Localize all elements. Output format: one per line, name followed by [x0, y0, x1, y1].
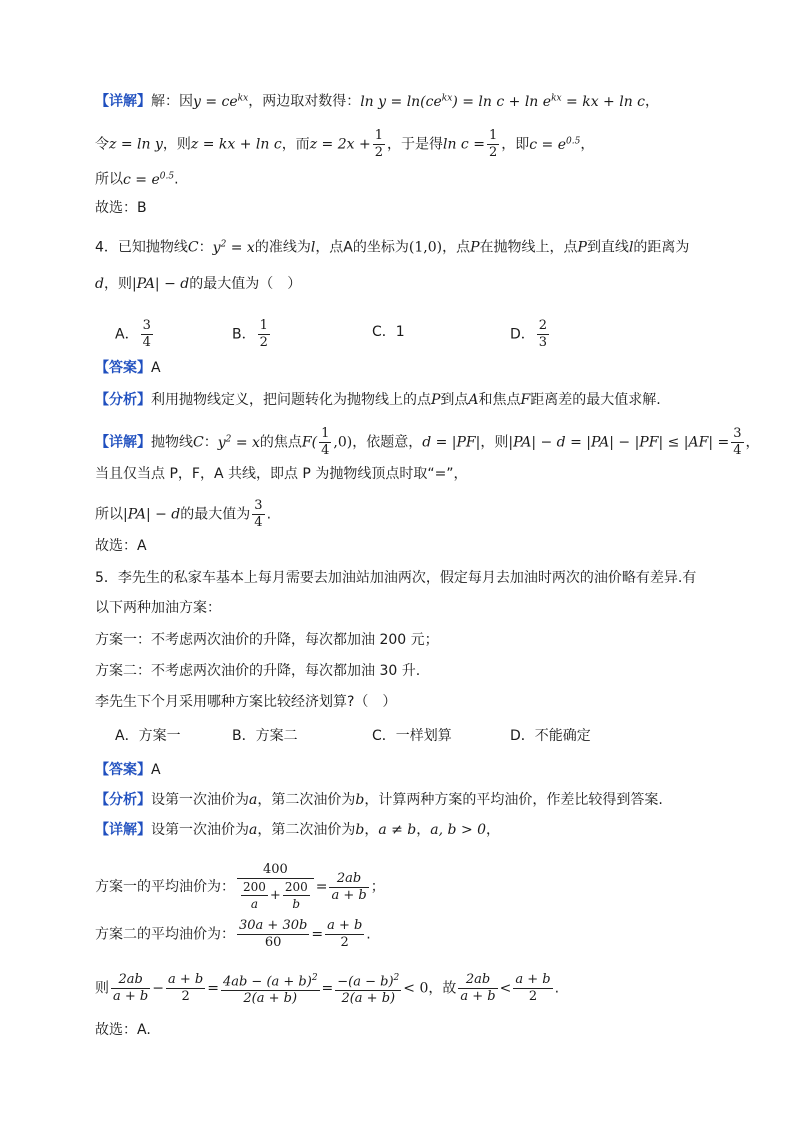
text: ，点 [442, 239, 471, 256]
text: 则 [95, 980, 109, 997]
text: ； [370, 879, 385, 895]
math: $y^2 = x$ [217, 433, 260, 451]
q4-option-b [232, 318, 272, 351]
text: ， [745, 434, 760, 451]
math: < [499, 980, 512, 997]
q4-choice: 故选：A [95, 538, 147, 554]
text: ： [203, 434, 218, 451]
math: a ≠ b [378, 822, 417, 838]
text: 的最大值为 [180, 506, 251, 523]
math: d = |PF| [422, 434, 481, 451]
text: ，故 [428, 980, 457, 997]
q3-detail-line2 [95, 128, 594, 161]
text: . [174, 171, 179, 188]
math: |PA| − d [131, 276, 190, 292]
math: z = 2x + [309, 136, 371, 153]
fraction: $\frac{2ab}{a + b}$ [331, 870, 367, 903]
math: P [470, 239, 480, 256]
q4-option-c: C．1 [372, 324, 405, 340]
q5-plan1-average [95, 862, 385, 912]
q3-detail-line3 [95, 166, 179, 190]
math: = [207, 980, 219, 997]
text: 所以 [95, 171, 123, 188]
text: ，则 [162, 136, 191, 153]
math: |PA| − d = |PA| − |PF| ≤ |AF| = [508, 434, 730, 451]
math: z = ln y [109, 136, 163, 153]
text: D． [510, 326, 535, 343]
math: $\ln y = \ln(ce^{kx}) = \ln c + \ln e^{kx}$ = kx + ln c [360, 93, 646, 110]
fraction: $\frac{2}{3}$ [538, 318, 548, 350]
fraction: $\frac{a + b}{2}$ [327, 918, 363, 950]
fraction: $\frac{3}{4}$ [142, 318, 151, 350]
math: P [577, 239, 587, 256]
fraction: $\frac{1}{4}$ [321, 426, 330, 458]
q4-answer [95, 358, 161, 378]
text: . [366, 926, 371, 943]
text: 到直线 [586, 239, 629, 256]
q5-plan2: 方案二：不考虑两次油价的升降，每次都加油 30 升. [95, 663, 421, 679]
text: 距离差的最大值求解. [530, 392, 661, 408]
text: . [554, 980, 560, 997]
math: $c = e^{0.5}$ [123, 171, 175, 188]
q5-compare [95, 970, 559, 1007]
math: (1,0) [408, 239, 443, 256]
math: $c = e^{0.5}$ [529, 135, 581, 153]
fraction: $\frac{30a + 30b}{60}$ [239, 918, 308, 950]
math: ln c = [442, 136, 485, 153]
q5-analysis [95, 790, 663, 810]
fraction: $\frac{2ab}{a + b}$ [113, 972, 149, 1005]
answer-value: A [151, 360, 161, 376]
q5-option-b: B．方案二 [232, 728, 298, 744]
text: ： [198, 239, 213, 256]
detail-tag: 【详解】 [95, 93, 151, 110]
text: ，第二次油价为 [257, 822, 356, 838]
text: . [266, 506, 272, 523]
text: 所以 [95, 506, 123, 523]
math: a, b > 0 [430, 822, 487, 838]
math: a [249, 792, 258, 808]
math: = [311, 926, 324, 943]
math: d [95, 276, 104, 292]
text: ， [645, 93, 660, 110]
text: 设第一次油价为 [151, 792, 249, 808]
q5-option-c: C．一样划算 [372, 728, 452, 744]
text: ， [580, 136, 595, 153]
text: 到点 [440, 392, 469, 408]
text: 令 [95, 136, 109, 153]
q4-detail-line1 [95, 426, 760, 459]
analysis-tag: 【分析】 [95, 792, 151, 808]
math: l [310, 239, 316, 256]
text: ，第二次油价为 [257, 792, 356, 808]
math: < 0 [403, 980, 429, 997]
q4-stem-line1 [95, 234, 689, 258]
text: 方案二的平均油价为： [95, 926, 235, 943]
q4-analysis [95, 390, 661, 410]
q5-plan2-average [95, 918, 371, 951]
math: $y^2 = x$ [212, 239, 255, 256]
q4-detail-line2: 当且仅当点 P，F，A 共线，即点 P 为抛物线顶点时取“=”， [95, 466, 468, 482]
fraction: $\frac{a + b}{2}$ [167, 972, 204, 1005]
math: P [431, 392, 441, 408]
text: ，计算两种方案的平均油价，作差比较得到答案. [364, 792, 663, 808]
math: z = kx + ln c [190, 136, 282, 153]
text: 利用抛物线定义，把问题转化为抛物线上的点 [151, 392, 431, 408]
text: ， [486, 822, 501, 838]
answer-tag: 【答案】 [95, 360, 151, 376]
text: B． [232, 326, 256, 343]
detail-tag: 【详解】 [95, 434, 151, 451]
q4-option-d [510, 318, 551, 351]
fraction: $\frac{1}{2}$ [488, 128, 498, 160]
answer-tag: 【答案】 [95, 762, 151, 778]
text: 抛物线 [151, 434, 193, 451]
q4-option-a [115, 318, 155, 351]
q5-stem-line2: 以下两种加油方案： [95, 600, 221, 616]
text: 4．已知抛物线 [95, 239, 188, 256]
math: F( [301, 434, 318, 451]
q5-option-a: A．方案一 [115, 728, 181, 744]
text: ，即 [501, 136, 530, 153]
text: ，则 [103, 276, 132, 292]
math: |PA| − d [123, 506, 181, 523]
q5-choice: 故选：A. [95, 1022, 151, 1038]
q4-stem-line2 [95, 274, 301, 294]
text: 的最大值为（ ） [189, 276, 302, 292]
text: ， [364, 822, 379, 838]
fraction: $\frac{1}{2}$ [374, 128, 383, 160]
text: ，依题意， [352, 434, 423, 451]
math: ,0) [333, 434, 353, 451]
q5-detail-line1 [95, 820, 500, 840]
fraction: $\frac{2ab}{a + b}$ [460, 972, 496, 1005]
math: C [187, 239, 199, 256]
math: $y = ce^{kx}$ [193, 93, 249, 110]
q5-plan1: 方案一：不考虑两次油价的升降，每次都加油 200 元； [95, 632, 439, 648]
math: − [152, 980, 164, 997]
text: ，点A的坐标为 [315, 239, 409, 256]
fraction: $\frac{4ab - (a + b)^2}{2(a + b)}$ [221, 970, 320, 1007]
text: 的距离为 [633, 239, 690, 256]
text: 在抛物线上，点 [479, 239, 578, 256]
fraction: $\frac{1}{2}$ [259, 318, 268, 350]
q3-detail-line1 [95, 88, 659, 112]
math: a [249, 822, 258, 838]
math: F [520, 392, 531, 408]
math: A [468, 392, 479, 408]
text: 的焦点 [259, 434, 302, 451]
text: ，两边取对数得： [248, 93, 361, 110]
q5-answer [95, 760, 161, 780]
text: 解：因 [151, 93, 193, 110]
analysis-tag: 【分析】 [95, 392, 151, 408]
fraction: $\frac{3}{4}$ [733, 426, 742, 458]
text: 方案一的平均油价为： [95, 879, 235, 895]
math: = [315, 879, 328, 895]
q5-option-d: D．不能确定 [510, 728, 591, 744]
q3-choice: 故选：B [95, 200, 147, 216]
text: ，则 [480, 434, 509, 451]
text: 的准线为 [254, 239, 311, 256]
text: 设第一次油价为 [151, 822, 249, 838]
q4-detail-line3 [95, 498, 271, 531]
q5-question: 李先生下个月采用哪种方案比较经济划算?（ ） [95, 694, 397, 710]
text: A． [115, 326, 139, 343]
fraction: $\frac{-(a - b)^2}{2(a + b)}$ [335, 970, 401, 1007]
text: 和焦点 [478, 392, 521, 408]
text: ，而 [281, 136, 310, 153]
q5-stem-line1: 5．李先生的私家车基本上每月需要去加油站加油两次，假定每月去加油时两次的油价略有差异.有 [95, 570, 697, 586]
fraction: $\frac{a + b}{2}$ [515, 972, 551, 1005]
math: b [355, 822, 365, 838]
math: = [321, 980, 334, 997]
text: ， [416, 822, 431, 838]
math: b [355, 792, 365, 808]
fraction: $\frac{3}{4}$ [254, 498, 263, 530]
math: l [628, 239, 634, 256]
answer-value: A [151, 762, 161, 778]
fraction: 400 $\frac{200}{a}$ + $\frac{200}{b}$ [237, 862, 314, 912]
text: ，于是得 [386, 136, 443, 153]
math: C [193, 434, 204, 451]
detail-tag: 【详解】 [95, 822, 151, 838]
